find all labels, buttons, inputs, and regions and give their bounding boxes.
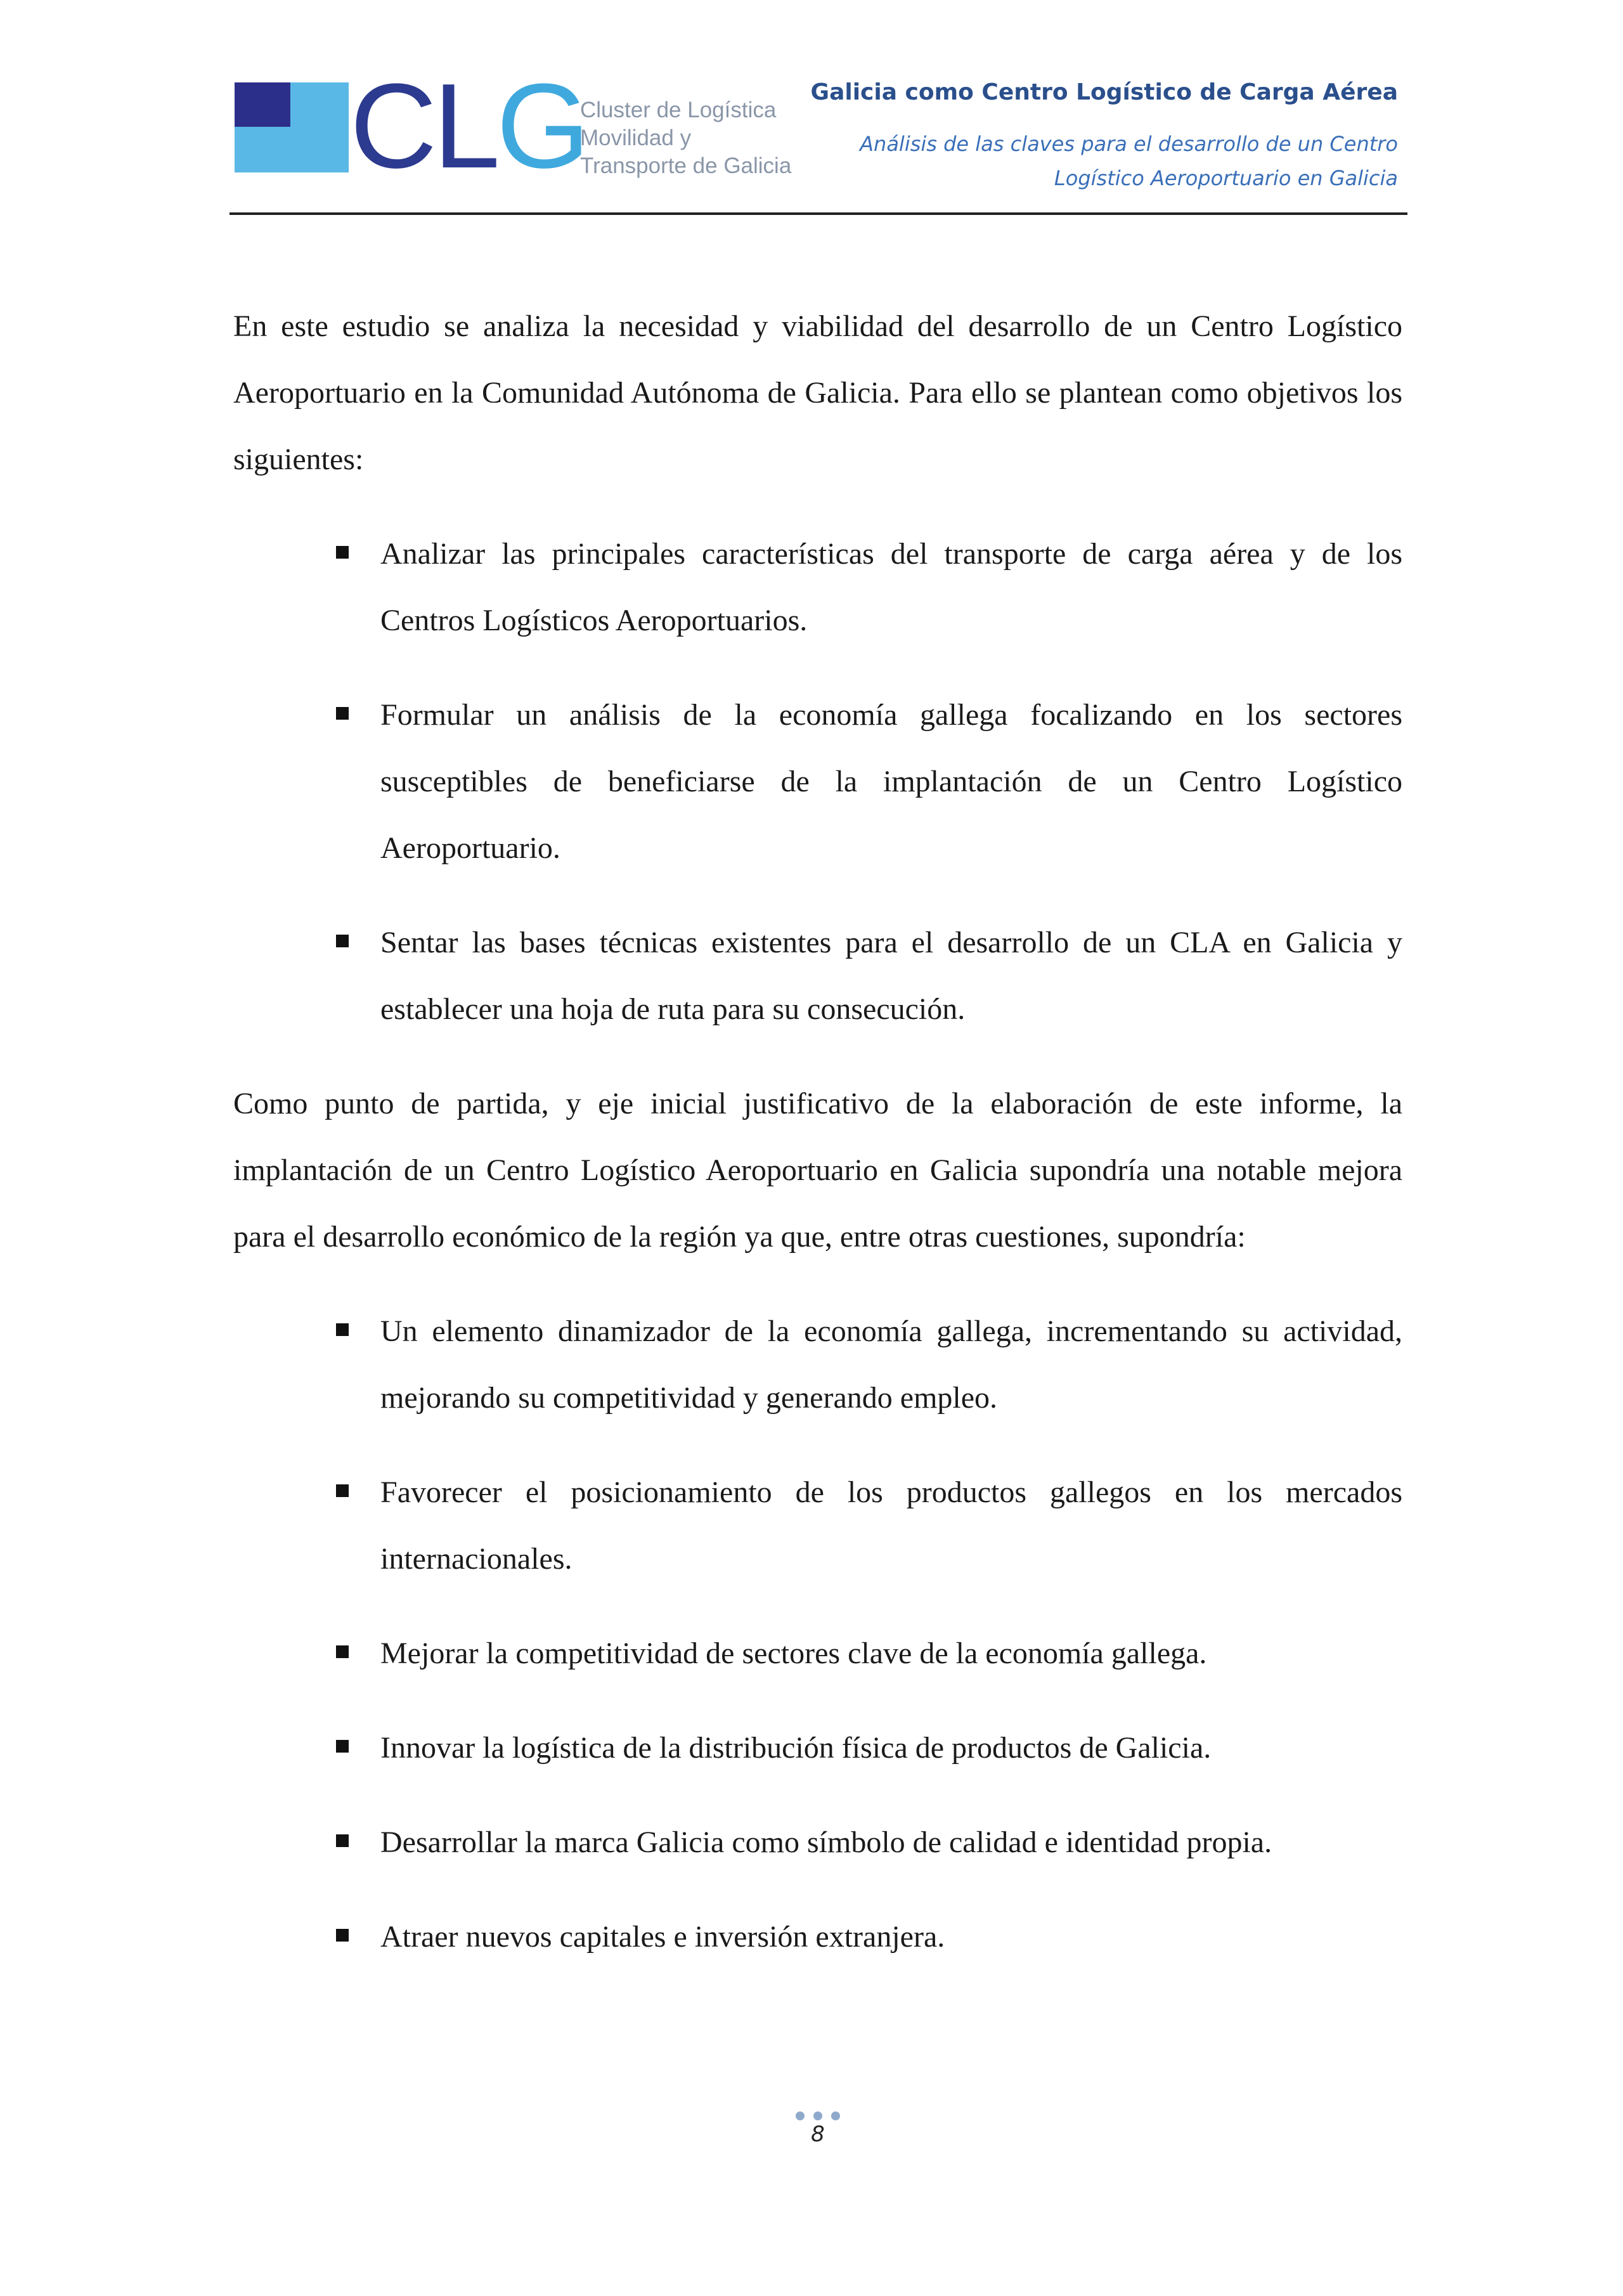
logo-letter-l: L [433,59,496,193]
square-bullet-icon [336,546,349,559]
page-number: 8 [811,2122,825,2147]
list-item-text: Formular un análisis de la economía gallega focalizando en los sectores susceptibles de beneficiarse de la implantación de un Centro Logístico Aeroportuario. [380,698,1402,865]
list-item-text: Innovar la logística de la distribución física de productos de Galicia. [380,1731,1212,1765]
document-body [233,293,1402,1998]
ellipsis-dots-icon [780,2111,856,2120]
second-paragraph: Como punto de partida, y eje inicial justificativo de la elaboración de este informe, la implantación de un Centro Logístico Aeroportuario en Galicia supondría una notable mejora para el desarrollo económico de la región ya que, entre otras cuestiones, supondría: [233,1087,1402,1254]
list-item-text: Favorecer el posicionamiento de los productos gallegos en los mercados internacionales. [380,1476,1402,1576]
list-item [233,1809,1402,1876]
logo-square-dark [235,82,290,127]
logo-letter-g: G [496,59,586,193]
square-bullet-icon [336,1645,349,1658]
list-item-text: Atraer nuevos capitales e inversión extranjera. [380,1920,945,1954]
square-bullet-icon [336,707,349,720]
list-item-text: Desarrollar la marca Galicia como símbolo de calidad e identidad propia. [380,1826,1272,1859]
list-item-text: Sentar las bases técnicas existentes para el desarrollo de un CLA en Galicia y establecer una hoja de ruta para su consecución. [380,926,1402,1026]
document-subtitle: Logístico Aeroportuario en Galicia [1054,166,1398,190]
square-bullet-icon [336,1323,349,1336]
square-bullet-icon [336,1834,349,1847]
list-item-text: Un elemento dinamizador de la economía gallega, incrementando su actividad, mejorando su competitividad y generando empleo. [380,1314,1402,1415]
list-item [233,1620,1402,1687]
logo-tagline [580,96,791,180]
logo-tagline-line: Cluster de Logística [580,98,777,122]
logo-mark [235,80,349,172]
header-divider [230,212,1407,215]
list-item [233,909,1402,1042]
intro-paragraph: En este estudio se analiza la necesidad y viabilidad del desarrollo de un Centro Logístico Aeroportuario en la Comunidad Autónoma de Galicia. Para ello se plantean como objetivos los siguientes: [233,309,1402,476]
list-item-text: Mejorar la competitividad de sectores clave de la economía gallega. [380,1637,1207,1670]
logo-tagline-line: Movilidad y [580,126,692,150]
square-bullet-icon [336,935,349,947]
logo-letter-c: C [350,59,434,193]
document-header [811,77,1398,195]
dot-icon [831,2111,840,2120]
objectives-list [233,521,1402,1042]
list-item [233,1459,1402,1592]
document-subtitle: Análisis de las claves para el desarrollo de un Centro [860,132,1398,156]
document-title: Galicia como Centro Logístico de Carga Aérea [810,79,1398,105]
list-item-text: Analizar las principales características del transporte de carga aérea y de los Centros Logísticos Aeroportuarios. [380,537,1402,637]
square-bullet-icon [336,1929,349,1942]
square-bullet-icon [336,1484,349,1497]
logo-wordmark [350,59,586,193]
benefits-list [233,1298,1402,1970]
list-item [233,1298,1402,1431]
list-item [233,1904,1402,1970]
clg-logo [235,59,805,193]
dot-icon [813,2111,822,2120]
list-item [233,521,1402,654]
list-item [233,682,1402,881]
list-item [233,1715,1402,1781]
square-bullet-icon [336,1740,349,1753]
page-footer [780,2111,856,2147]
dot-icon [796,2111,805,2120]
logo-tagline-line: Transporte de Galicia [580,153,792,178]
